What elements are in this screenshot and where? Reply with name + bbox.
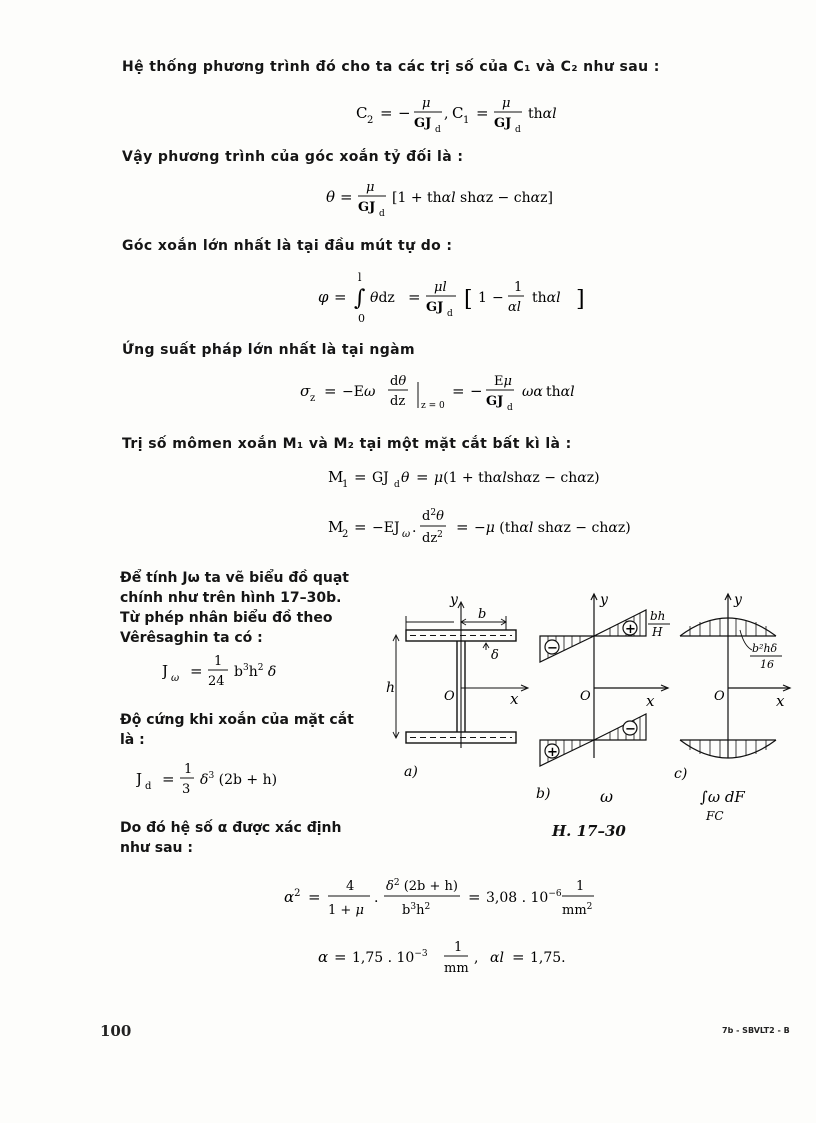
svg-text:1,75 . 10−3: 1,75 . $10^{-3}$ <box>352 949 428 966</box>
svg-text:[: [ <box>464 287 473 312</box>
svg-text:θ: θ <box>326 188 336 206</box>
svg-text:∫: ∫ <box>354 286 366 311</box>
axis-x-label-a: x <box>510 690 519 708</box>
svg-text:3: 3 <box>182 782 191 797</box>
svg-text:J: J <box>136 770 143 788</box>
label-b: b) <box>536 786 551 802</box>
svg-text:1: 1 <box>576 879 585 894</box>
svg-text:d: d <box>435 125 441 134</box>
diagram-c-parabolic <box>680 594 790 758</box>
figure-caption: H. 17–30 <box>552 822 626 840</box>
bh-denominator: H <box>652 625 663 639</box>
dim-delta-label: δ <box>491 648 499 663</box>
svg-text:1: 1 <box>478 290 487 306</box>
svg-text:2: 2 <box>342 529 349 540</box>
axis-y-label-b: y <box>600 592 608 608</box>
svg-text:1: 1 <box>342 479 349 490</box>
svg-text:mm2: $mm^2$ <box>562 902 593 918</box>
svg-text:thαl: thαl <box>532 290 561 306</box>
svg-text:GJ: GJ <box>426 300 444 315</box>
sign-minus-top: − <box>547 641 558 656</box>
svg-text:z: z <box>310 393 316 404</box>
axis-x-label-c: x <box>776 692 785 710</box>
svg-text:1: 1 <box>463 115 470 126</box>
svg-text:d2θ: $d^2\theta$ <box>422 508 444 524</box>
svg-text:1: 1 <box>214 654 223 669</box>
svg-text:=: = <box>456 518 469 536</box>
svg-text:=: = <box>334 288 347 306</box>
svg-text:thαl: thαl <box>546 384 575 400</box>
svg-text:−: − <box>470 382 483 400</box>
paragraph-6: Để tính Jω ta vẽ biểu đồ quạt chính như trên hình 17–30b. Từ phép nhân biểu đồ theo Vêrêsaghin ta có : <box>120 570 349 646</box>
sign-plus-bottom: + <box>547 745 558 760</box>
svg-text:,: , <box>474 950 479 966</box>
page-number: 100 <box>100 1022 132 1040</box>
svg-text:μ: μ <box>422 96 431 111</box>
paragraph-4: Ứng suất pháp lớn nhất là tại ngàm <box>122 342 415 358</box>
equation-m2 <box>328 504 668 554</box>
svg-text:1: 1 <box>514 280 523 295</box>
svg-text:δ2 (2b + h): $\delta^2$ (2b + h) <box>386 878 458 894</box>
svg-text:μ(1 + thαlshαz − chαz): μ(1 + thαlshαz − chαz) <box>434 470 600 486</box>
bh-numerator: bh <box>650 609 666 623</box>
svg-text:=: = <box>334 948 347 966</box>
svg-text:=: = <box>354 468 367 486</box>
svg-text:dθ: dθ <box>390 374 407 389</box>
svg-text:=: = <box>452 382 465 400</box>
svg-text:GJ: GJ <box>358 200 376 215</box>
svg-text:=: = <box>354 518 367 536</box>
origin-label-a: O <box>444 689 455 704</box>
svg-text:φ: φ <box>318 288 329 306</box>
svg-text:δ3 (2b + h): $\delta^3$ (2b + h) <box>200 771 278 788</box>
svg-text:Eμ: Eμ <box>494 374 512 389</box>
equation-alpha <box>318 938 618 988</box>
svg-text:ω: ω <box>402 529 411 540</box>
dim-h-label: h <box>386 680 396 696</box>
svg-text:4: 4 <box>346 879 355 894</box>
svg-text:α2: $\alpha^2$ <box>284 888 301 906</box>
diagram-b-sectorial <box>540 594 668 766</box>
svg-text:M: M <box>328 468 344 486</box>
svg-text:=: = <box>340 188 353 206</box>
svg-text:μ: μ <box>366 180 375 195</box>
axis-y-label-a: y <box>450 592 458 608</box>
svg-text:μ: μ <box>502 96 511 111</box>
diagram-a-i-section <box>393 602 528 748</box>
svg-text:J: J <box>162 662 169 680</box>
svg-text:=: = <box>408 288 421 306</box>
svg-text:=: = <box>190 662 203 680</box>
equation-theta <box>326 180 596 222</box>
origin-label-c: O <box>714 689 725 704</box>
svg-text:αl: αl <box>490 950 504 966</box>
svg-text:α: α <box>318 948 329 966</box>
paragraph-1: Hệ thống phương trình đó cho ta các trị số của C₁ và C₂ như sau : <box>122 59 660 75</box>
b2h-denominator: 16 <box>760 658 774 671</box>
svg-text:−μ (thαl shαz − chαz): −μ (thαl shαz − chαz) <box>474 520 631 536</box>
equation-j-d <box>136 760 336 804</box>
svg-text:=: = <box>468 888 481 906</box>
svg-text:=: = <box>476 104 489 122</box>
svg-text:1,75.: 1,75. <box>530 950 566 966</box>
paragraph-7: Độ cứng khi xoắn của mặt cắt là : <box>120 712 354 748</box>
svg-text:24: 24 <box>208 674 225 689</box>
paragraph-5: Trị số mômen xoắn M₁ và M₂ tại một mặt cắt bất kì là : <box>122 436 572 452</box>
svg-text:l: l <box>358 271 362 284</box>
svg-text:−: − <box>492 290 504 306</box>
svg-text:dz: dz <box>390 394 406 409</box>
equation-m1 <box>328 464 658 498</box>
svg-text:GJ: GJ <box>372 470 389 486</box>
svg-text:θ: θ <box>401 470 410 486</box>
equation-j-omega <box>162 652 312 696</box>
svg-text:1: 1 <box>454 940 463 955</box>
svg-text:GJ: GJ <box>494 116 512 131</box>
svg-text:b3h2: $b^3h^2$ <box>402 902 431 918</box>
svg-text:−: − <box>398 104 411 122</box>
equation-sigma <box>300 372 620 422</box>
svg-text:=: = <box>162 770 175 788</box>
svg-text:σ: σ <box>300 382 311 400</box>
svg-text:.: . <box>374 890 379 906</box>
equation-alpha-squared <box>284 874 644 928</box>
svg-text:d: d <box>507 403 513 413</box>
svg-text:=: = <box>416 468 429 486</box>
dim-b-label: b <box>478 607 487 622</box>
origin-label-b: O <box>580 689 591 704</box>
integral-label: ∫ω dF <box>700 788 745 806</box>
svg-text:3,08 . 10−6: 3,08 . $10^{-6}$ <box>486 889 562 906</box>
svg-text:2: 2 <box>367 115 374 126</box>
axis-y-label-c: y <box>734 592 742 608</box>
paragraph-3: Góc xoắn lớn nhất là tại đầu mút tự do : <box>122 238 453 254</box>
svg-text:C: C <box>356 104 368 122</box>
sign-plus-top: + <box>625 622 636 637</box>
svg-text:M: M <box>328 518 344 536</box>
svg-text:ω: ω <box>171 673 180 684</box>
svg-text:=: = <box>512 948 525 966</box>
equation-c1-c2 <box>356 96 616 138</box>
svg-text:=: = <box>380 104 393 122</box>
svg-text:αl: αl <box>508 300 521 315</box>
svg-text:thαl: thαl <box>528 106 557 122</box>
sign-minus-bottom: − <box>625 722 636 737</box>
svg-text:d: d <box>145 781 152 792</box>
svg-text:=: = <box>324 382 337 400</box>
svg-text:−Eω: −Eω <box>342 384 376 400</box>
label-c: c) <box>674 766 688 782</box>
svg-text:.: . <box>412 520 417 536</box>
svg-text:ωα: ωα <box>522 384 543 400</box>
svg-text:z = 0: z = 0 <box>421 401 445 411</box>
svg-text:=: = <box>308 888 321 906</box>
svg-text:1 + μ: 1 + μ <box>328 903 364 918</box>
svg-text:1: 1 <box>184 762 193 777</box>
figure-17-30 <box>378 588 798 828</box>
axis-x-label-b: x <box>646 692 655 710</box>
equation-phi <box>318 270 608 330</box>
svg-text:dz2: $dz^2$ <box>422 530 443 546</box>
svg-text:0: 0 <box>358 312 365 325</box>
integral-subscript: FC <box>706 809 724 823</box>
svg-text:GJ: GJ <box>486 394 504 409</box>
paragraph-8: Do đó hệ số α được xác định như sau : <box>120 820 342 856</box>
svg-text:d: d <box>379 209 385 218</box>
omega-label: ω <box>600 787 614 806</box>
svg-text:d: d <box>394 480 400 490</box>
footer-code: 7b - SBVLT2 - B <box>722 1026 790 1035</box>
svg-text:b3h2 δ: $b^3h^2$ δ <box>234 663 277 680</box>
svg-text:,: , <box>444 106 449 122</box>
svg-text:d: d <box>447 309 453 319</box>
svg-text:−EJ: −EJ <box>372 520 400 536</box>
svg-text:C: C <box>452 104 464 122</box>
svg-text:[1 + thαl shαz − chαz]: [1 + thαl shαz − chαz] <box>392 190 553 206</box>
svg-text:mm: mm <box>444 961 469 976</box>
svg-text:]: ] <box>576 287 585 312</box>
svg-text:μl: μl <box>434 280 447 295</box>
svg-text:d: d <box>515 125 521 134</box>
b2h-numerator: b²hδ <box>752 642 778 655</box>
svg-text:GJ: GJ <box>414 116 432 131</box>
svg-text:θdz: θdz <box>370 290 395 306</box>
paragraph-2: Vậy phương trình của góc xoắn tỷ đối là : <box>122 149 464 165</box>
label-a: a) <box>404 764 418 780</box>
